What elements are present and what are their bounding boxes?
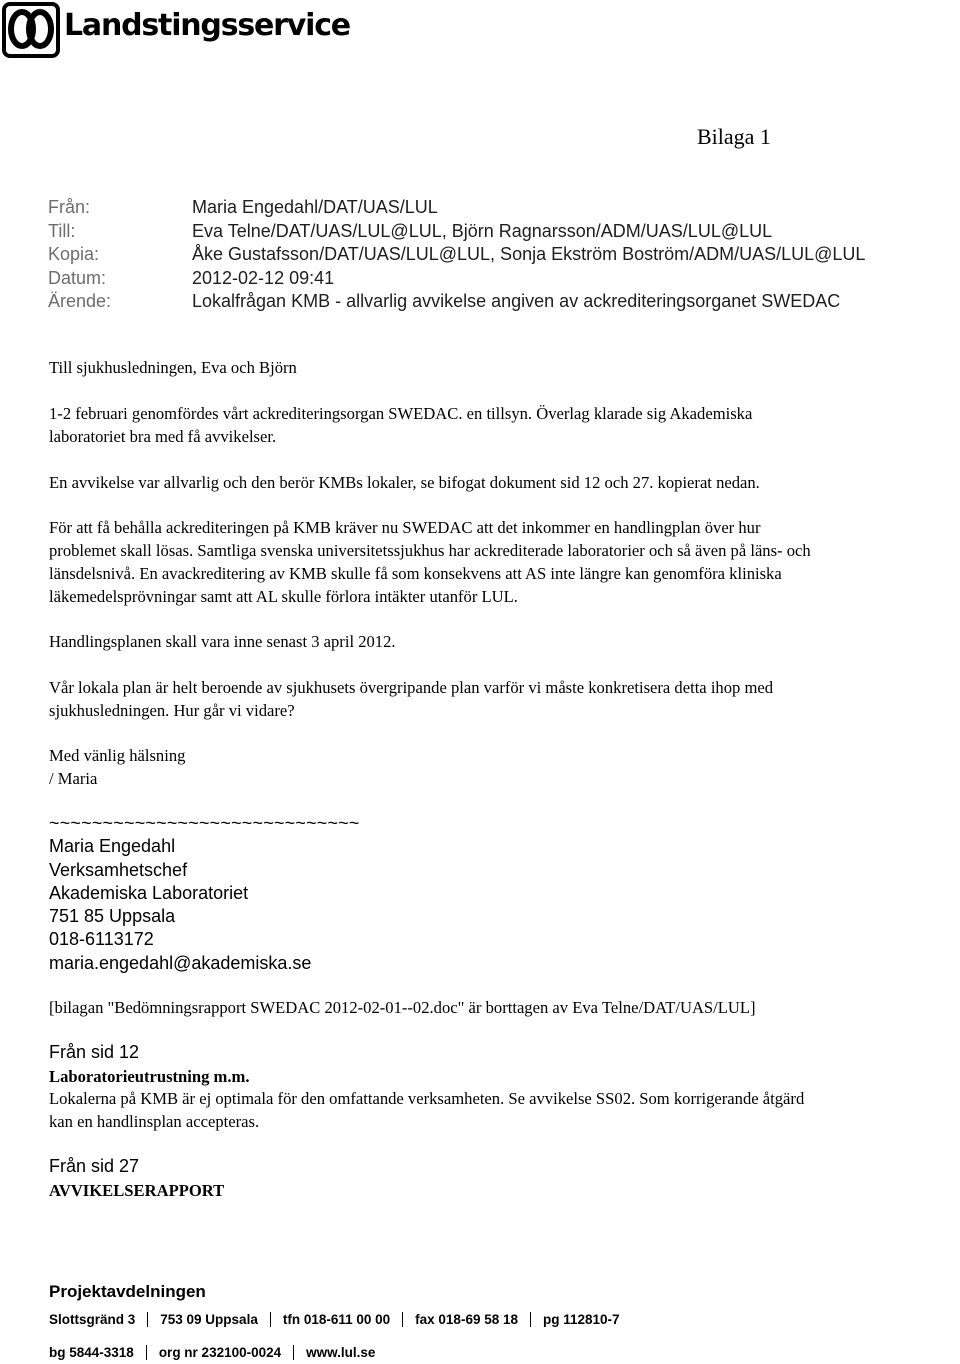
excerpt-text xyxy=(49,1087,960,1133)
paragraph-line: laboratoriet bra med få avvikelser. xyxy=(49,427,277,446)
header-value: Eva Telne/DAT/UAS/LUL@LUL, Björn Ragnarsson/ADM/UAS/LUL@LUL xyxy=(192,220,773,241)
header-label: Ärende: xyxy=(48,291,112,311)
closing xyxy=(49,744,960,790)
header-value: Åke Gustafsson/DAT/UAS/LUL@LUL, Sonja Ekström Boström/ADM/UAS/LUL@LUL xyxy=(192,244,866,264)
excerpt-source: Från sid 12 xyxy=(49,1042,140,1062)
footer-website: www.lul.se xyxy=(293,1345,387,1360)
signature-phone: 018-6113172 xyxy=(49,929,154,950)
header-label: Datum: xyxy=(48,267,107,288)
paragraph-3 xyxy=(49,516,960,608)
footer-fax: fax 018-69 58 18 xyxy=(402,1312,530,1327)
attachment-label: Bilaga 1 xyxy=(697,124,771,149)
signature-divider: ~~~~~~~~~~~~~~~~~~~~~~~~~~~~~ xyxy=(49,813,360,833)
header-row-from xyxy=(48,196,865,220)
header-row-date xyxy=(48,267,865,291)
header-label: Kopia: xyxy=(48,244,100,264)
paragraph-1 xyxy=(49,402,960,448)
footer-postal: 753 09 Uppsala xyxy=(147,1312,270,1327)
paragraph-2: En avvikelse var allvarlig och den berör KMBs lokaler, se bifogat dokument sid 12 och 27. kopierat nedan. xyxy=(49,473,760,492)
footer-org-number: org nr 232100-0024 xyxy=(146,1345,293,1360)
header-label: Till: xyxy=(48,220,76,241)
excerpt-source: Från sid 27 xyxy=(49,1156,140,1176)
header-row-subject xyxy=(48,290,865,314)
signature-address: 751 85 Uppsala xyxy=(49,906,176,927)
excerpt-heading: Laboratorieutrustning m.m. xyxy=(49,1067,250,1086)
header-value: Lokalfrågan KMB - allvarlig avvikelse angiven av ackrediteringsorganet SWEDAC xyxy=(192,291,841,311)
footer-row xyxy=(49,1345,387,1360)
paragraph-line: 1-2 februari genomfördes vårt ackrediteringsorgan SWEDAC. en tillsyn. Överlag klarade sig Akademiska xyxy=(49,404,753,423)
signature-title: Verksamhetschef xyxy=(49,859,188,880)
footer-title: Projektavdelningen xyxy=(49,1282,206,1301)
paragraph-line: kan en handlinsplan accepteras. xyxy=(49,1112,260,1131)
paragraph-line: problemet skall lösas. Samtliga svenska universitetssjukhus har ackrediterade laboratorier och så även på läns- och xyxy=(49,541,811,560)
paragraph-line: läkemedelsprövningar samt att AL skulle förlora intäkter utanför LUL. xyxy=(49,587,518,606)
signature-email: maria.engedahl@akademiska.se xyxy=(49,952,312,973)
header-row-cc xyxy=(48,243,865,267)
footer-row xyxy=(49,1312,632,1327)
signature-name: Maria Engedahl xyxy=(49,836,176,857)
footer-postgiro: pg 112810-7 xyxy=(530,1312,632,1327)
paragraph-line: sjukhusledningen. Hur går vi vidare? xyxy=(49,701,295,720)
paragraph-line: länsdelsnivå. En avackreditering av KMB skulle få som konsekvens att AS inte längre kan genomföra kliniska xyxy=(49,564,782,583)
footer-phone: tfn 018-611 00 00 xyxy=(270,1312,402,1327)
header-value: 2012-02-12 09:41 xyxy=(192,267,335,288)
logo-wordmark: Landstingsservice xyxy=(64,8,350,43)
paragraph-line: Lokalerna på KMB är ej optimala för den omfattande verksamheten. Se avvikelse SS02. Som korrigerande åtgärd xyxy=(49,1089,805,1108)
attachment-removed-note: [bilagan "Bedömningsrapport SWEDAC 2012-02-01--02.doc" är borttagen av Eva Telne/DAT/UAS/LUL] xyxy=(49,998,756,1017)
footer-address: Slottsgränd 3 xyxy=(49,1312,136,1327)
header-row-to xyxy=(48,220,865,244)
paragraph-4: Handlingsplanen skall vara inne senast 3 april 2012. xyxy=(49,632,396,651)
email-header xyxy=(48,196,865,314)
greeting: Till sjukhusledningen, Eva och Björn xyxy=(49,358,297,377)
excerpt-heading: AVVIKELSERAPPORT xyxy=(49,1181,225,1200)
paragraph-line: Vår lokala plan är helt beroende av sjukhusets övergripande plan varför vi måste konkretisera detta ihop med xyxy=(49,678,774,697)
closing-greeting: Med vänlig hälsning xyxy=(49,746,186,765)
landstingsservice-logo-icon xyxy=(2,2,60,58)
paragraph-line: För att få behålla ackrediteringen på KMB kräver nu SWEDAC att det inkommer en handlingplan över hur xyxy=(49,518,761,537)
header-label: Från: xyxy=(48,197,91,217)
signature-block xyxy=(49,812,360,975)
footer-bankgiro: bg 5844-3318 xyxy=(49,1345,134,1360)
signature-organization: Akademiska Laboratoriet xyxy=(49,882,249,903)
header-value: Maria Engedahl/DAT/UAS/LUL xyxy=(192,197,438,217)
paragraph-5 xyxy=(49,676,960,722)
closing-name: / Maria xyxy=(49,769,98,788)
